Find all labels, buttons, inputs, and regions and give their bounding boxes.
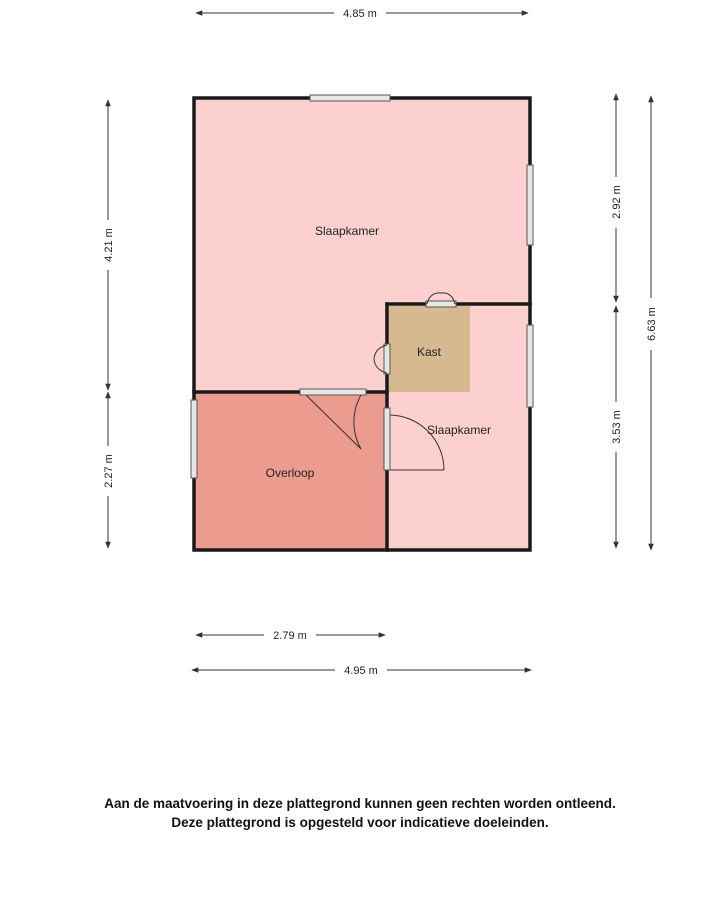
dimension-label-bottom-partial: 2.79 m bbox=[273, 630, 307, 642]
window-left-landing bbox=[191, 400, 197, 478]
dimension-label-bottom-total: 4.95 m bbox=[344, 665, 378, 677]
dimension-top-width bbox=[196, 8, 528, 20]
disclaimer bbox=[0, 794, 720, 832]
dimension-label-right-total: 6.63 m bbox=[646, 307, 658, 341]
dimension-label-right-lower: 3.53 m bbox=[611, 410, 623, 444]
dimension-right-upper bbox=[611, 94, 623, 302]
room-label-slaapkamer-small: Slaapkamer bbox=[426, 423, 492, 437]
dimension-left-lower bbox=[103, 392, 115, 548]
room-label-overloop: Overloop bbox=[265, 466, 315, 480]
dimension-bottom-total bbox=[192, 665, 531, 677]
dimension-left-upper bbox=[103, 100, 115, 390]
disclaimer-line-1: Aan de maatvoering in deze plattegrond kunnen geen rechten worden ontleend. bbox=[104, 796, 616, 811]
window-landing-top bbox=[300, 389, 366, 395]
window-top bbox=[310, 95, 390, 101]
disclaimer-line-2: Deze plattegrond is opgesteld voor indicatieve doeleinden. bbox=[171, 815, 549, 830]
room-label-kast: Kast bbox=[416, 345, 442, 359]
dimension-right-lower bbox=[611, 306, 623, 548]
dimension-label-left-upper: 4.21 m bbox=[103, 228, 115, 262]
room-label-slaapkamer-large: Slaapkamer bbox=[314, 224, 380, 238]
dimension-bottom-partial bbox=[196, 630, 385, 642]
dimension-label-top-width: 4.85 m bbox=[343, 8, 377, 20]
dimension-right-total bbox=[646, 96, 658, 550]
dimension-label-right-upper: 2.92 m bbox=[611, 185, 623, 219]
window-right-lower bbox=[527, 325, 533, 407]
window-right-upper bbox=[527, 165, 533, 245]
dimension-label-left-lower: 2.27 m bbox=[103, 454, 115, 488]
